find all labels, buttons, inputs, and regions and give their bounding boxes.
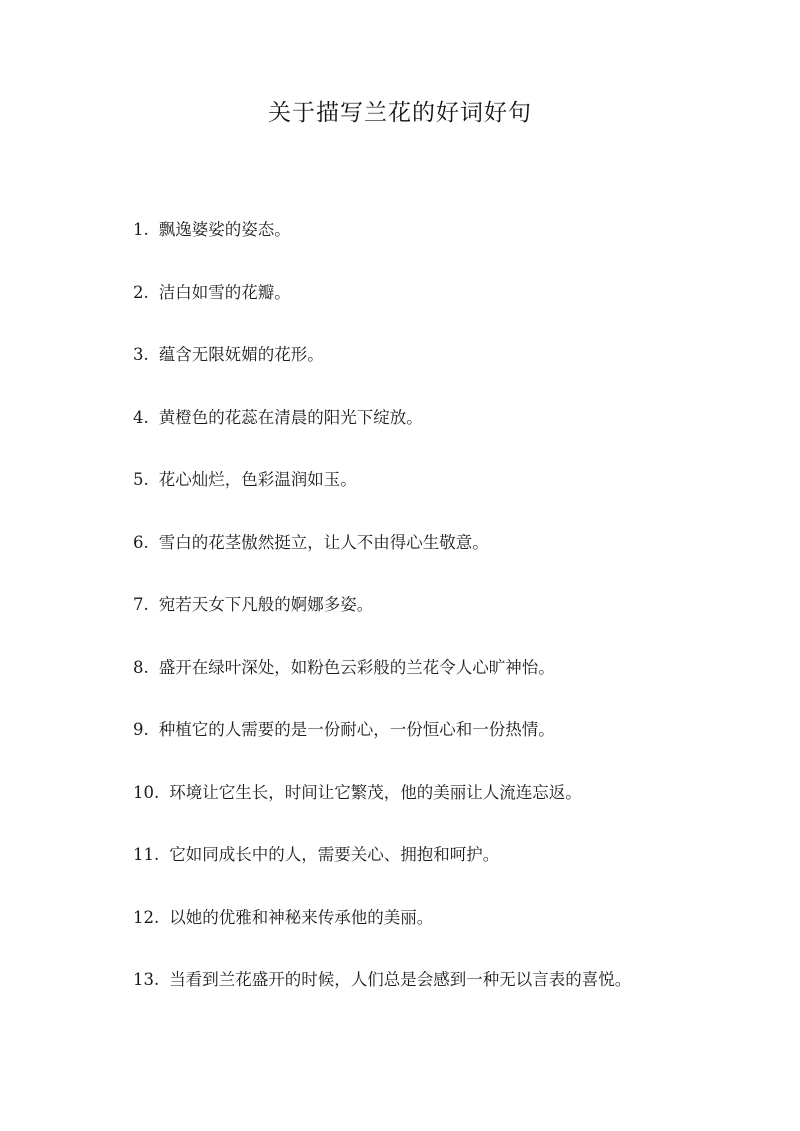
item-text: 黄橙色的花蕊在清晨的阳光下绽放。 xyxy=(158,407,423,427)
phrase-list xyxy=(133,216,631,1029)
list-item xyxy=(133,841,631,904)
list-item xyxy=(133,341,631,404)
item-number: 6. xyxy=(133,532,149,552)
list-item xyxy=(133,279,631,342)
item-number: 4. xyxy=(133,407,149,427)
item-text: 种植它的人需要的是一份耐心，一份恒心和一份热情。 xyxy=(158,720,555,739)
list-item xyxy=(133,904,631,967)
item-number: 1. xyxy=(133,220,149,239)
list-item xyxy=(133,779,631,842)
item-text: 盛开在绿叶深处，如粉色云彩般的兰花令人心旷神怡。 xyxy=(158,657,555,677)
item-text: 宛若天女下凡般的婀娜多姿。 xyxy=(158,595,374,614)
item-text: 花心灿烂，色彩温润如玉。 xyxy=(158,470,357,489)
item-text: 洁白如雪的花瓣。 xyxy=(158,282,291,302)
item-number: 12. xyxy=(133,907,160,927)
list-item xyxy=(133,591,631,654)
item-number: 10. xyxy=(133,782,160,802)
item-number: 5. xyxy=(133,470,149,489)
document-title: 关于描写兰花的好词好句 xyxy=(268,100,532,126)
list-item xyxy=(133,654,631,717)
item-text: 当看到兰花盛开的时候，人们总是会感到一种无以言表的喜悦。 xyxy=(169,970,632,989)
list-item xyxy=(133,529,631,592)
list-item xyxy=(133,466,631,529)
item-text: 环境让它生长，时间让它繁茂，他的美丽让人流连忘返。 xyxy=(169,782,582,802)
item-text: 飘逸婆娑的姿态。 xyxy=(158,220,291,239)
item-number: 11. xyxy=(133,845,160,864)
item-number: 2. xyxy=(133,282,149,302)
item-text: 它如同成长中的人，需要关心、拥抱和呵护。 xyxy=(169,845,500,864)
item-text: 蕴含无限妩媚的花形。 xyxy=(158,345,324,364)
list-item xyxy=(133,216,631,279)
item-number: 7. xyxy=(133,595,149,614)
list-item xyxy=(133,404,631,467)
item-text: 雪白的花茎傲然挺立，让人不由得心生敬意。 xyxy=(158,532,489,552)
item-number: 13. xyxy=(133,970,160,989)
item-number: 9. xyxy=(133,720,149,739)
item-number: 8. xyxy=(133,657,149,677)
list-item xyxy=(133,966,631,1029)
item-text: 以她的优雅和神秘来传承他的美丽。 xyxy=(169,907,434,927)
item-number: 3. xyxy=(133,345,149,364)
list-item xyxy=(133,716,631,779)
